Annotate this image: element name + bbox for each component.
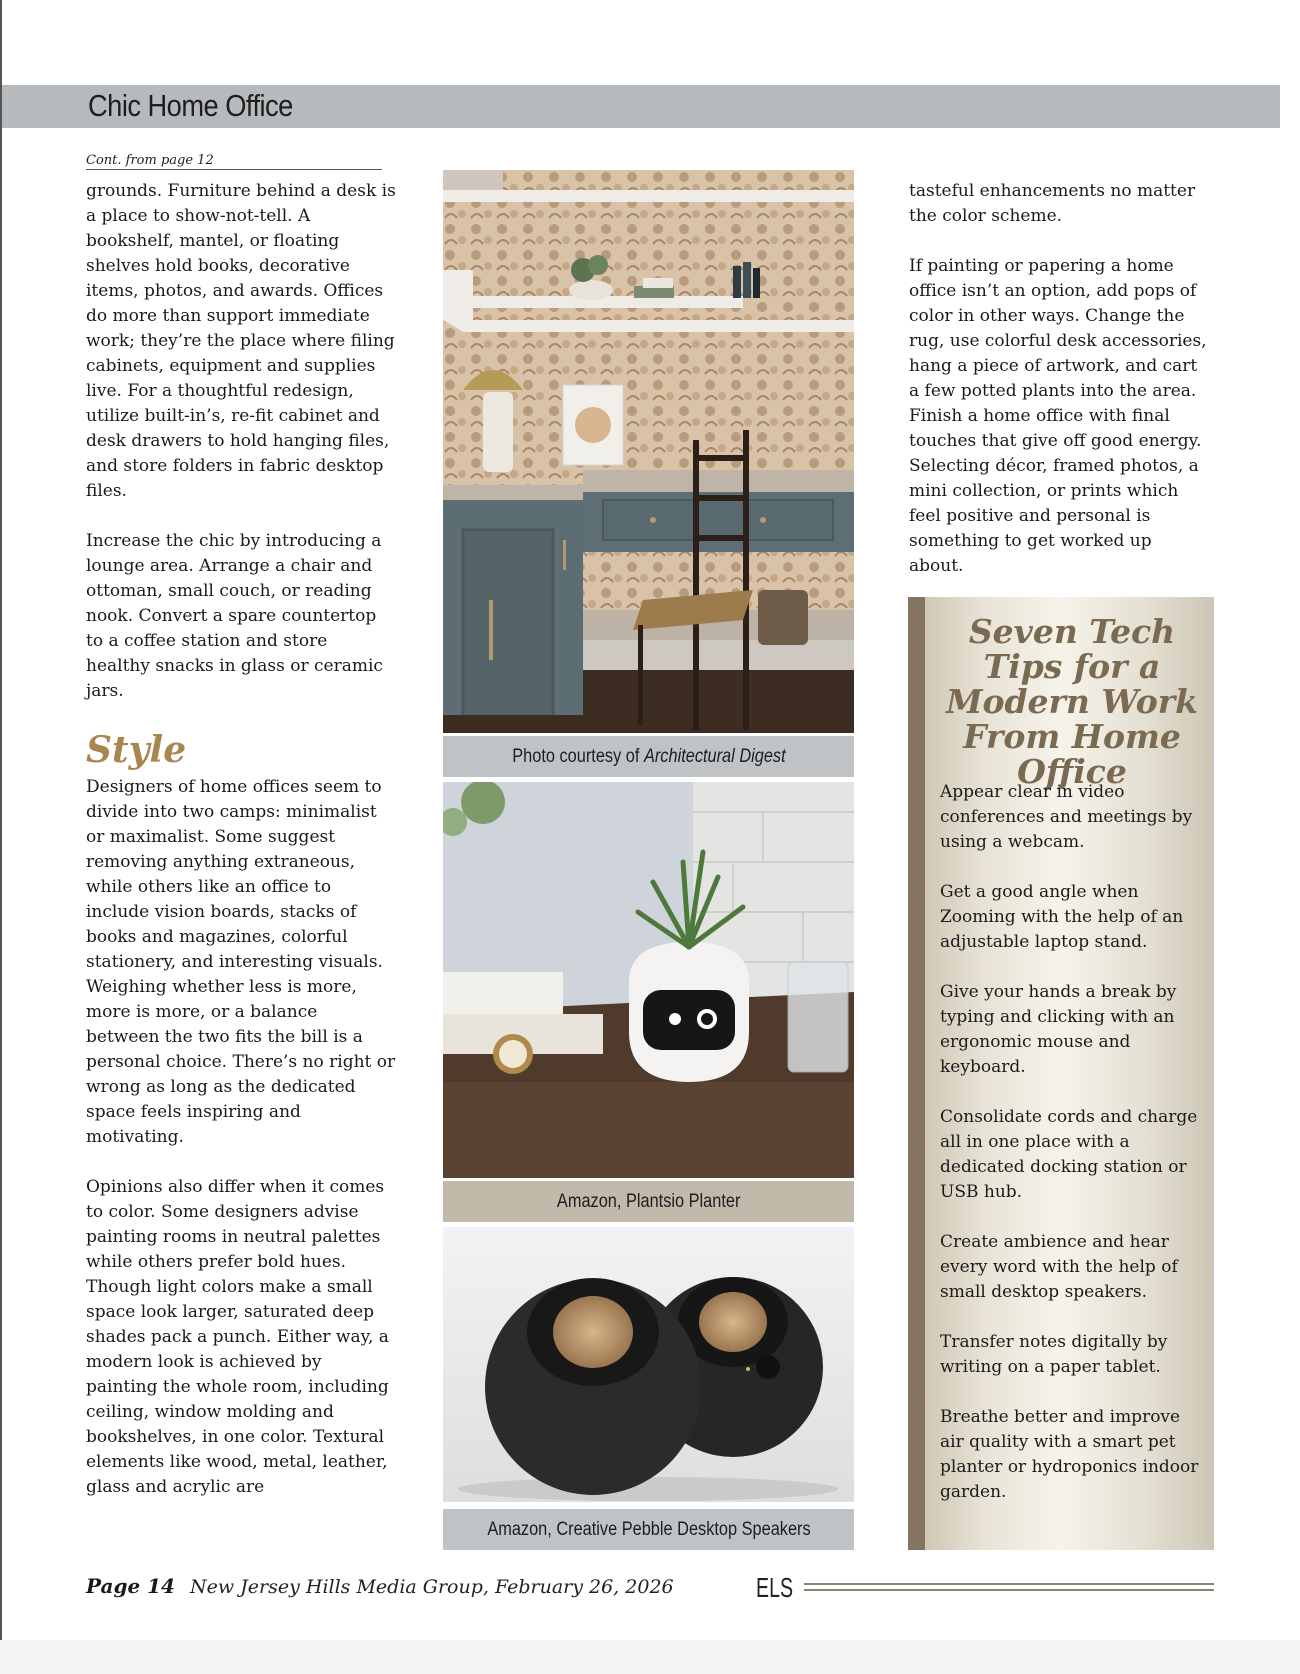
tip-item: Create ambience and hear every word with the help of small desktop speakers. bbox=[940, 1232, 1178, 1302]
photo-caption bbox=[443, 1181, 854, 1222]
tip-item: Transfer notes digitally by writing on a paper tablet. bbox=[940, 1332, 1168, 1377]
article-paragraph: Designers of home offices seem to divide into two camps: minimalist or maximalist. Some suggest removing anything extraneous, while others like an office to include vision boards, stacks of books and magazines, colorful stationery, and interesting visuals. Weighing whether less is more, more is more, or a balance between the two fits the bill is a personal choice. There’s no right or wrong as long as the dedicated space feels inspiring and motivating. bbox=[86, 777, 396, 1147]
footer-rule bbox=[804, 1583, 1214, 1592]
article-paragraph: Increase the chic by introducing a lounge area. Arrange a chair and ottoman, small couch, or reading nook. Convert a spare countertop to a coffee station and store healthy snacks in glass or ceramic jars. bbox=[86, 531, 383, 701]
continued-from-label: Cont. from page 12 bbox=[86, 153, 382, 170]
sidebar-title: Seven Tech Tips for a Modern Work From Home Office bbox=[945, 612, 1199, 791]
article-column-left bbox=[86, 179, 396, 1500]
tip-item: Appear clear in video conferences and meetings by using a webcam. bbox=[940, 782, 1193, 852]
pebble-speakers-photo bbox=[443, 1227, 854, 1502]
caption-text: Amazon, Creative Pebble Desktop Speakers bbox=[486, 1518, 811, 1540]
article-paragraph: tasteful enhancements no matter the color scheme. bbox=[909, 181, 1196, 226]
style-subheading: Style bbox=[86, 729, 187, 771]
photo-caption bbox=[443, 1509, 854, 1550]
plantsio-planter-photo bbox=[443, 782, 854, 1178]
sidebar-accent-stripe bbox=[908, 597, 925, 1550]
caption-text: Amazon, Plantsio Planter bbox=[556, 1190, 741, 1212]
tip-item: Breathe better and improve air quality with a smart pet planter or hydroponics indoor garden. bbox=[940, 1407, 1199, 1502]
page-number: Page 14 bbox=[86, 1574, 175, 1598]
caption-text: Photo courtesy of bbox=[511, 745, 644, 767]
section-label: ELS bbox=[756, 1572, 794, 1603]
article-paragraph: grounds. Furniture behind a desk is a place to show-not-tell. A bookshelf, mantel, or floating shelves hold books, decorative items, photos, and awards. Offices do more than support immediate work; they’re the place where filing cabinets, equipment and supplies live. For a thoughtful redesign, utilize built-in’s, re-fit cabinet and desk drawers to hold hanging files, and store folders in fabric desktop files. bbox=[86, 181, 396, 501]
home-office-photo bbox=[443, 170, 854, 733]
article-paragraph: Opinions also differ when it comes to color. Some designers advise painting rooms in neutral palettes while others prefer bold hues. Though light colors make a small space look larger, saturated deep shades pack a punch. Either way, a modern look is achieved by painting the whole room, including ceiling, window molding and bookshelves, in one color. Textural elements like wood, metal, leather, glass and acrylic are bbox=[86, 1177, 389, 1497]
article-paragraph: If painting or papering a home office isn’t an option, add pops of color in other ways. Change the rug, use colorful desk accessories, hang a piece of artwork, and cart a few potted plants into the area. Finish a home office with final touches that give off good energy. Selecting décor, framed photos, a mini collection, or prints which feel positive and personal is something to get worked up about. bbox=[909, 256, 1207, 576]
photo-caption bbox=[443, 736, 854, 777]
tip-item: Give your hands a break by typing and clicking with an ergonomic mouse and keyboard. bbox=[940, 982, 1177, 1077]
page-bottom-shade bbox=[0, 1640, 1300, 1674]
section-title: Chic Home Office bbox=[88, 88, 293, 123]
page-edge-line bbox=[0, 0, 2, 1674]
article-column-right bbox=[909, 179, 1209, 604]
tip-item: Consolidate cords and charge all in one place with a dedicated docking station or USB hub. bbox=[940, 1107, 1198, 1202]
tip-item: Get a good angle when Zooming with the help of an adjustable laptop stand. bbox=[940, 882, 1184, 952]
publication-line: New Jersey Hills Media Group, February 26, 2026 bbox=[190, 1576, 674, 1598]
tech-tips-list bbox=[940, 780, 1202, 1530]
caption-source: Architectural Digest bbox=[643, 745, 786, 767]
